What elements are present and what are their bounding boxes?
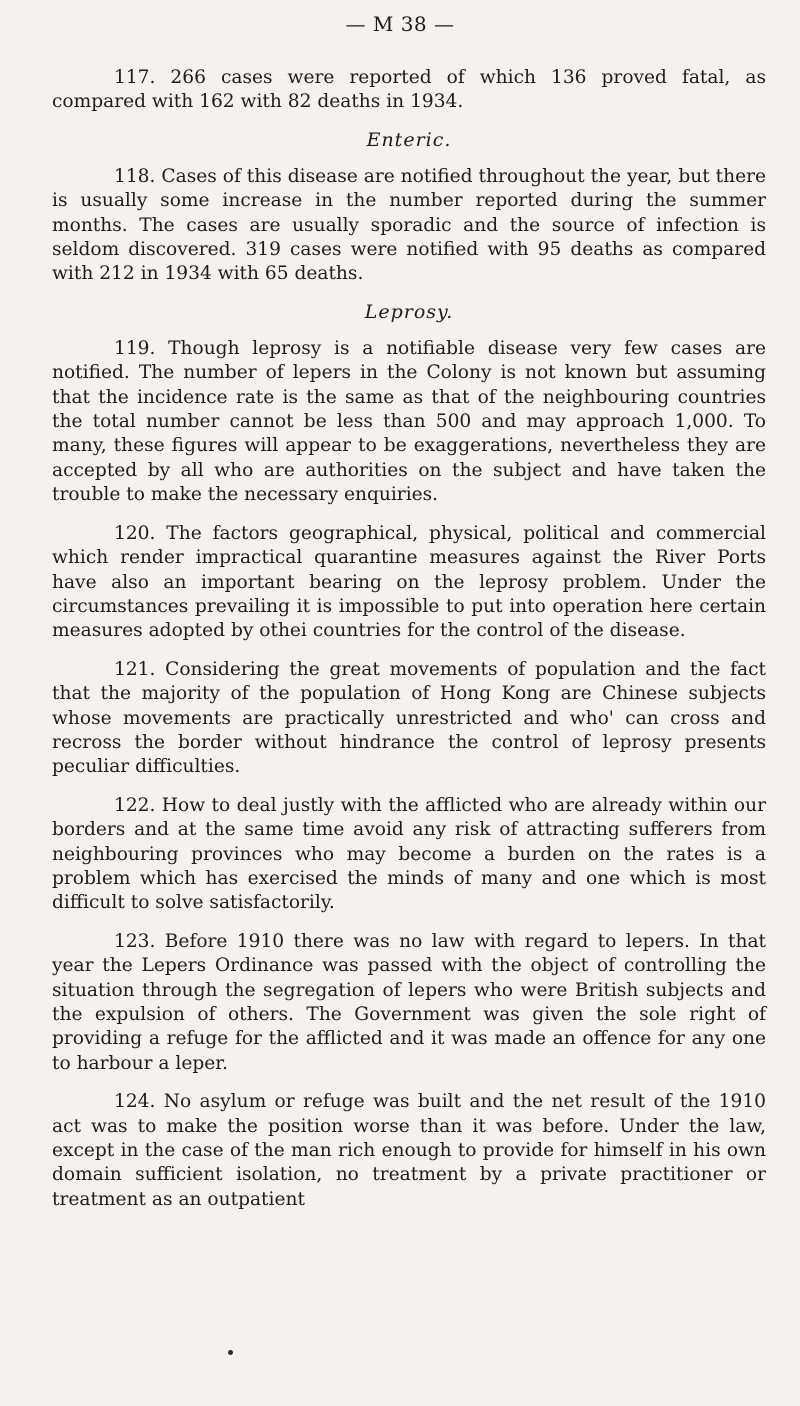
paragraph-118: 118. Cases of this disease are notified throughout the year, but there is usually some increase in the number reported during the summer months. The cases are usually sporadic and the source of infection is seldom discovered. 319 cases were notified with 95 deaths as compared with 212 in 1934 with 65 deaths. [52, 165, 766, 285]
paragraph-123: 123. Before 1910 there was no law with regard to lepers. In that year the Lepers Ordinance was passed with the object of controlling the situation through the segregation of lepers who were British subjects and the expulsion of others. The Government was given the sole right of providing a refuge for the afflicted and it was made an offence for any one to harbour a leper. [52, 930, 766, 1074]
paragraph-117: 117. 266 cases were reported of which 136 proved fatal, as compared with 162 with 82 deaths in 1934. [52, 67, 766, 113]
paragraph-120: 120. The factors geographical, physical, political and commercial which render impractical quarantine measures against the River Ports have also an important bearing on the leprosy problem. Under the circumstances prevailing it is impossible to put into operation here certain measures adopted by othei countries for the control of the disease. [52, 522, 766, 642]
paragraph-122: 122. How to deal justly with the afflicted who are already within our borders and at the same time avoid any risk of attracting sufferers from neighbouring provinces who may become a burden on the rates is a problem which has exercised the minds of many and one which is most difficult to solve satisfactorily. [52, 794, 766, 914]
paragraph-124: 124. No asylum or refuge was built and the net result of the 1910 act was to make the position worse than it was before. Under the law, except in the case of the man rich enough to provide for himself in his own domain sufficient isolation, no treatment by a private practitioner or treatment as an outpatient [52, 1091, 766, 1210]
paragraph-121: 121. Considering the great movements of population and the fact that the majority of the population of Hong Kong are Chinese subjects whose movements are practically unrestricted and who' can cross and recross the border without hindrance the control of leprosy presents peculiar difficulties. [52, 658, 766, 778]
heading-leprosy: Leprosy. [364, 300, 454, 323]
heading-enteric: Enteric. [366, 128, 452, 151]
page-body [52, 66, 766, 1226]
print-speck [228, 1350, 233, 1355]
paragraph-119: 119. Though leprosy is a notifiable disease very few cases are notified. The number of lepers in the Colony is not known but assuming that the incidence rate is the same as that of the neighbouring countries the total number cannot be less than 500 and may approach 1,000. To many, these figures will appear to be exaggerations, nevertheless they are accepted by all who are authorities on the subject and have taken the trouble to make the necessary enquiries. [52, 337, 766, 506]
page-header: — M 38 — [345, 12, 455, 36]
